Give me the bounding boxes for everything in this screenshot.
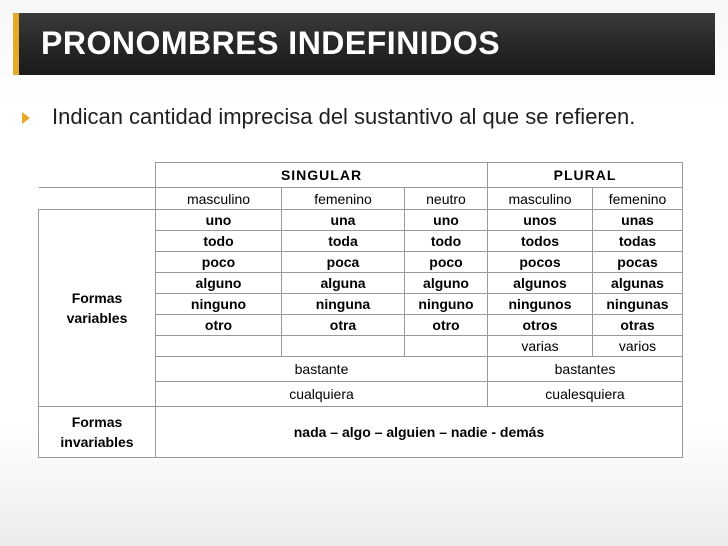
group-header-row bbox=[39, 163, 683, 188]
cell: otro bbox=[405, 315, 488, 336]
merged-plural-cell: bastantes bbox=[488, 357, 683, 382]
cell: poca bbox=[282, 252, 405, 273]
empty-cell bbox=[156, 336, 282, 357]
invariable-forms-cell: nada – algo – alguien – nadie - demás bbox=[156, 407, 683, 458]
cell: poco bbox=[156, 252, 282, 273]
merged-singular-cell: bastante bbox=[156, 357, 488, 382]
invariable-forms-label-line2: invariables bbox=[60, 434, 134, 450]
singular-header: SINGULAR bbox=[156, 163, 488, 188]
cell: otros bbox=[488, 315, 593, 336]
sub-header-neuter: neutro bbox=[405, 188, 488, 210]
sub-header-plural-feminine: femenino bbox=[593, 188, 683, 210]
empty-corner bbox=[39, 188, 156, 210]
cell: unos bbox=[488, 210, 593, 231]
plural-header: PLURAL bbox=[488, 163, 683, 188]
invariable-forms-label-line1: Formas bbox=[71, 414, 123, 430]
cell: otro bbox=[156, 315, 282, 336]
cell: algunos bbox=[488, 273, 593, 294]
cell: ningunas bbox=[593, 294, 683, 315]
cell: ninguno bbox=[405, 294, 488, 315]
variable-forms-label-line1: Formas bbox=[71, 290, 123, 306]
cell: otra bbox=[282, 315, 405, 336]
cell: alguno bbox=[156, 273, 282, 294]
cell: una bbox=[282, 210, 405, 231]
variable-forms-label-line2: variables bbox=[66, 310, 128, 326]
cell: todo bbox=[405, 231, 488, 252]
cell: todos bbox=[488, 231, 593, 252]
title-bar bbox=[13, 13, 715, 75]
invariable-row bbox=[39, 407, 683, 458]
cell: poco bbox=[405, 252, 488, 273]
empty-corner bbox=[39, 163, 156, 188]
invariable-forms-label bbox=[39, 407, 156, 458]
cell: unas bbox=[593, 210, 683, 231]
bullet-text: Indican cantidad imprecisa del sustantivo al que se refieren. bbox=[52, 104, 636, 129]
cell: uno bbox=[156, 210, 282, 231]
cell: uno bbox=[405, 210, 488, 231]
cell: ninguna bbox=[282, 294, 405, 315]
cell: ninguno bbox=[156, 294, 282, 315]
cell: varios bbox=[593, 336, 683, 357]
merged-plural-cell: cualesquiera bbox=[488, 382, 683, 407]
cell: ningunos bbox=[488, 294, 593, 315]
empty-cell bbox=[405, 336, 488, 357]
sub-header-singular-masculine: masculino bbox=[156, 188, 282, 210]
cell: pocos bbox=[488, 252, 593, 273]
cell: toda bbox=[282, 231, 405, 252]
pronouns-table bbox=[38, 162, 683, 458]
cell: pocas bbox=[593, 252, 683, 273]
cell: alguna bbox=[282, 273, 405, 294]
sub-header-singular-feminine: femenino bbox=[282, 188, 405, 210]
merged-singular-cell: cualquiera bbox=[156, 382, 488, 407]
cell: varias bbox=[488, 336, 593, 357]
sub-header-plural-masculine: masculino bbox=[488, 188, 593, 210]
table-row bbox=[39, 210, 683, 231]
cell: algunas bbox=[593, 273, 683, 294]
sub-header-row bbox=[39, 188, 683, 210]
bullet-arrow-icon bbox=[22, 112, 30, 124]
cell: todas bbox=[593, 231, 683, 252]
cell: todo bbox=[156, 231, 282, 252]
cell: otras bbox=[593, 315, 683, 336]
variable-forms-label bbox=[39, 210, 156, 407]
cell: alguno bbox=[405, 273, 488, 294]
empty-cell bbox=[282, 336, 405, 357]
slide-title: PRONOMBRES INDEFINIDOS bbox=[41, 25, 501, 61]
